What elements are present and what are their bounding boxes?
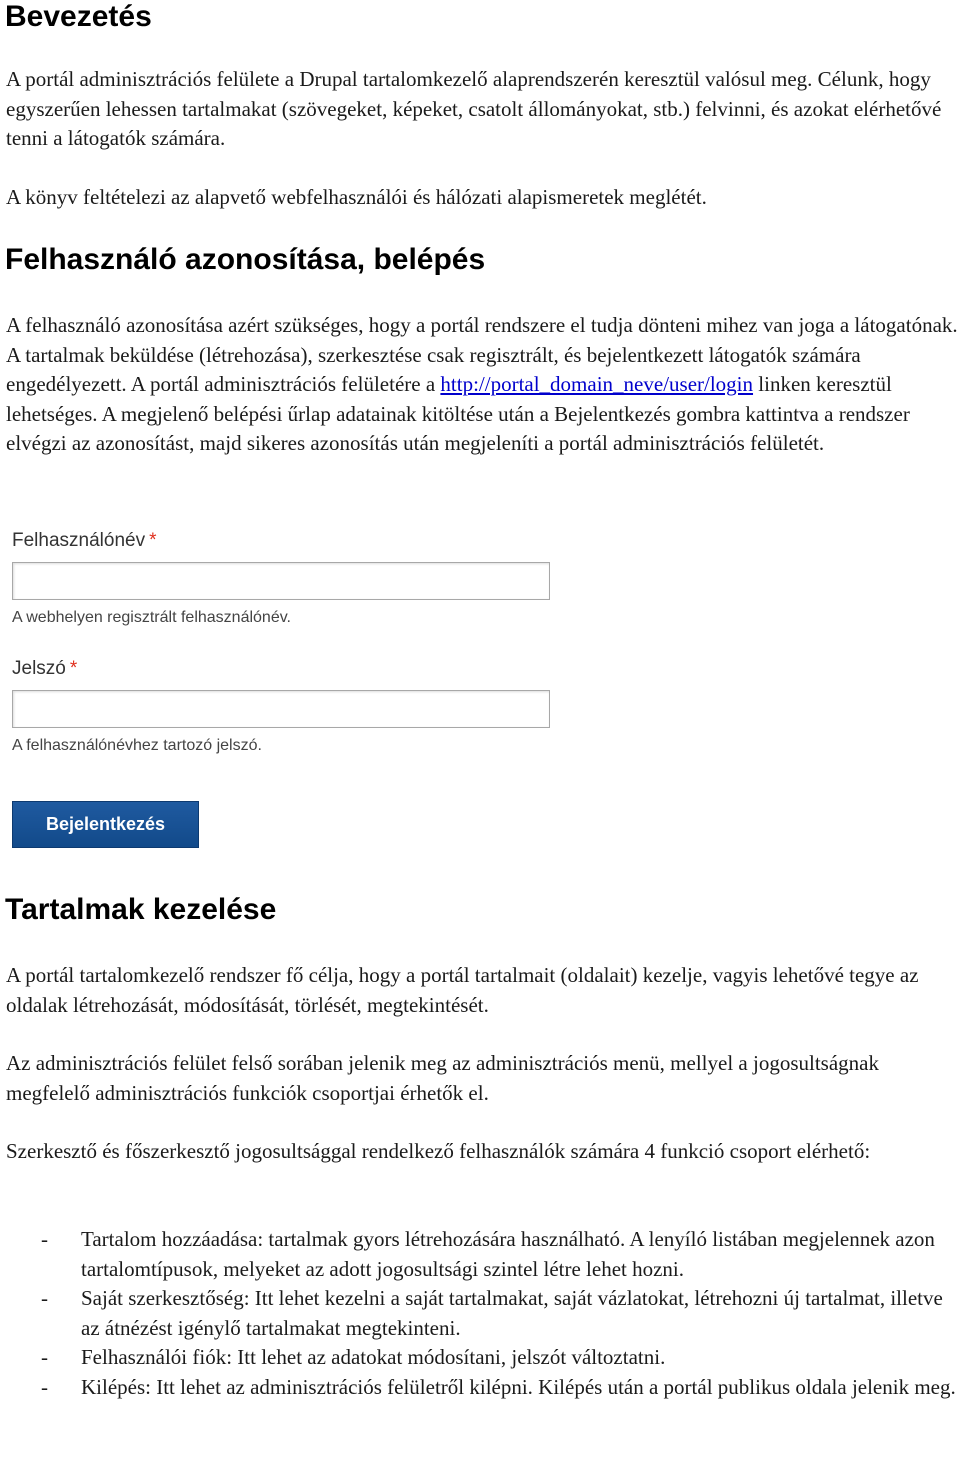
list-dash: - <box>41 1374 48 1399</box>
required-marker: * <box>69 658 78 679</box>
list-dash: - <box>41 1286 48 1310</box>
login-text-before-link: A felhasználó azonosítása azért szükséges, hogy a portál rendszere el tudja dönteni mihez van joga a látogatónak. A tartalmak beküldése (létrehozása), szerkesztése csak regisztrált, és bejelentkezett látogatók számára engedélyezett. A portál adminisztrációs felületére a <box>6 313 958 396</box>
prerequisite-paragraph: A könyv feltételezi az alapvető webfelhasználói és hálózati alapismeretek meglétét. <box>6 185 707 209</box>
password-label: Jelszó * <box>12 658 78 679</box>
login-url-link[interactable]: http://portal_domain_neve/user/login <box>440 372 754 396</box>
login-text-after-link: linken keresztül lehetséges. A megjelenő belépési űrlap adatainak kitöltése után a Bejelentkezés gombra kattintva a rendszer elvégzi az azonosítást, majd sikeres azonosítás után megjeleníti a portál adminisztrációs felületét. <box>6 372 910 455</box>
login-button[interactable]: Bejelentkezés <box>12 801 199 848</box>
list-item-text: Tartalom hozzáadása: tartalmak gyors létrehozására használható. A lenyíló listában megjelennek azon tartalomtípusok, melyeket az adott jogosultsági szintel létre lehet hozni. <box>81 1227 935 1281</box>
username-label: Felhasználónév * <box>12 530 157 551</box>
content-paragraph-2: Az adminisztrációs felület felső sorában jelenik meg az adminisztrációs menü, mellyel a jogosultságnak megfelelő adminisztrációs funkciók csoportjai érhetők el. <box>6 1051 879 1105</box>
heading-content-management: Tartalmak kezelése <box>5 893 277 926</box>
username-input[interactable] <box>12 562 550 600</box>
password-input[interactable] <box>12 690 550 728</box>
password-description: A felhasználónévhez tartozó jelszó. <box>12 737 262 754</box>
list-item <box>0 1225 960 1284</box>
list-dash: - <box>41 1227 48 1251</box>
required-marker: * <box>149 530 157 551</box>
list-dash: - <box>41 1345 48 1369</box>
content-paragraph-1: A portál tartalomkezelő rendszer fő célja, hogy a portál tartalmait (oldalait) kezelje, vagyis lehetővé tegye az oldalak létrehozását, módosítását, törlését, megtekintését. <box>6 963 919 1017</box>
list-item-text: Felhasználói fiók: Itt lehet az adatokat módosítani, jelszót változtatni. <box>81 1345 666 1369</box>
intro-paragraph: A portál adminisztrációs felülete a Drupal tartalomkezelő alaprendszerén keresztül valósul meg. Célunk, hogy egyszerűen lehessen tartalmakat (szövegeket, képeket, csatolt állományokat, stb.) felvinni, és azokat elérhetővé tenni a látogatók számára. <box>6 67 942 150</box>
login-paragraph <box>6 311 958 459</box>
function-group-list <box>0 1225 960 1402</box>
username-description: A webhelyen regisztrált felhasználónév. <box>12 609 291 626</box>
content-paragraph-3: Szerkesztő és főszerkesztő jogosultsággal rendelkező felhasználók számára 4 funkció csoport elérhető: <box>6 1139 871 1163</box>
list-item <box>0 1284 960 1343</box>
heading-login: Felhasználó azonosítása, belépés <box>5 243 486 276</box>
list-item <box>0 1373 960 1403</box>
heading-bevezetes: Bevezetés <box>5 0 152 33</box>
list-item-text: Kilépés: Itt lehet az adminisztrációs felületről kilépni. Kilépés után a portál publikus oldala jelenik meg. <box>81 1374 956 1399</box>
list-item <box>0 1343 960 1373</box>
list-item-text: Saját szerkesztőség: Itt lehet kezelni a saját tartalmakat, saját vázlatokat, létrehozni új tartalmat, illetve az átnézést igénylő tartalmakat megtekinteni. <box>81 1286 943 1340</box>
